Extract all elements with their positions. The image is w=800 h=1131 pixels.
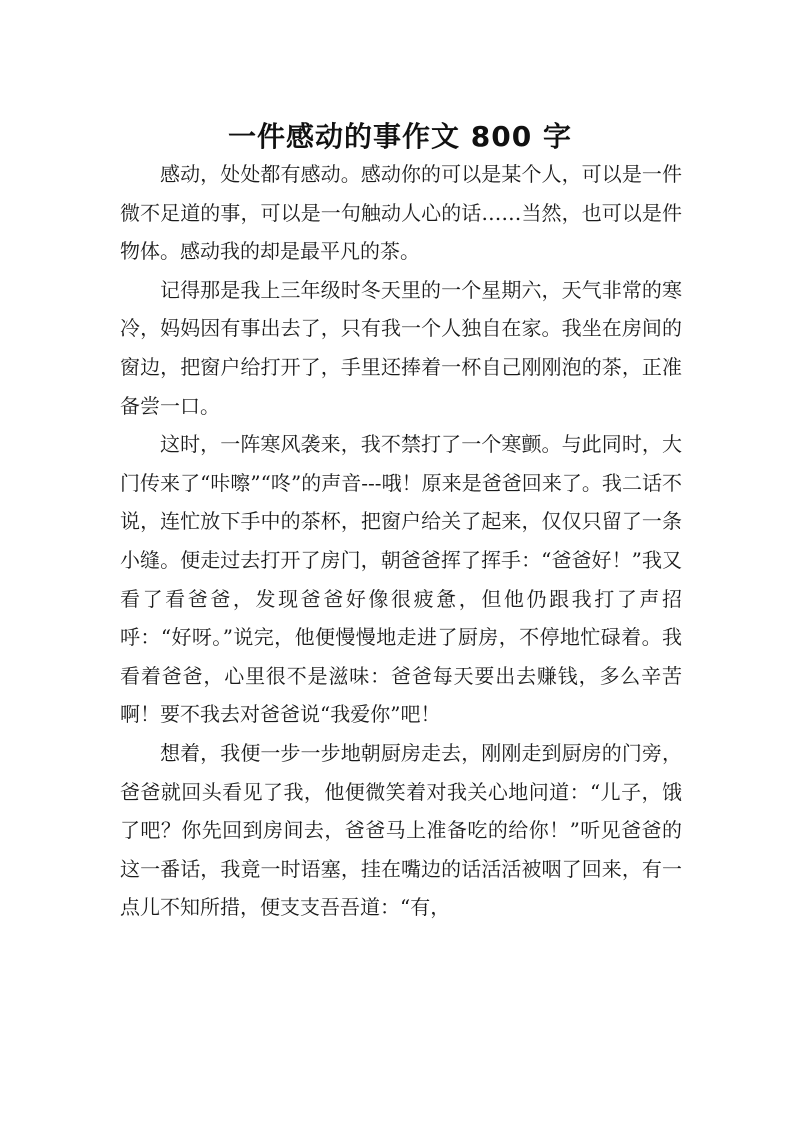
paragraph: 想着，我便一步一步地朝厨房走去，刚刚走到厨房的门旁，爸爸就回头看见了我，他便微笑着对我关心地问道：“儿子，饿了吧？你先回到房间去，爸爸马上准备吃的给你！”听见爸爸的这一番话，我竟一时语塞，挂在嘴边的话活活被咽了回来，有一点儿不知所措，便支支吾吾道：“有， — [120, 740, 682, 920]
document-title: 一件感动的事作文 800 字 — [228, 119, 572, 153]
paragraph: 这时，一阵寒风袭来，我不禁打了一个寒颤。与此同时，大门传来了“咔嚓”“咚”的声音---哦！原来是爸爸回来了。我二话不说，连忙放下手中的茶杯，把窗户给关了起来，仅仅只留了一条小缝。便走过去打开了房门，朝爸爸挥了挥手：“爸爸好！”我又看了看爸爸，发现爸爸好像很疲惫，但他仍跟我打了声招呼：“好呀。”说完，他便慢慢地走进了厨房，不停地忙碌着。我看着爸爸，心里很不是滋味：爸爸每天要出去赚钱，多么辛苦啊！要不我去对爸爸说“我爱你”吧！ — [120, 432, 682, 727]
paragraph: 感动，处处都有感动。感动你的可以是某个人，可以是一件微不足道的事，可以是一句触动人心的话……当然，也可以是件物体。感动我的却是最平凡的茶。 — [120, 162, 682, 264]
paragraph: 记得那是我上三年级时冬天里的一个星期六，天气非常的寒冷，妈妈因有事出去了，只有我一个人独自在家。我坐在房间的窗边，把窗户给打开了，手里还捧着一杯自己刚刚泡的茶，正准备尝一口。 — [120, 277, 682, 418]
document-body — [120, 155, 682, 927]
